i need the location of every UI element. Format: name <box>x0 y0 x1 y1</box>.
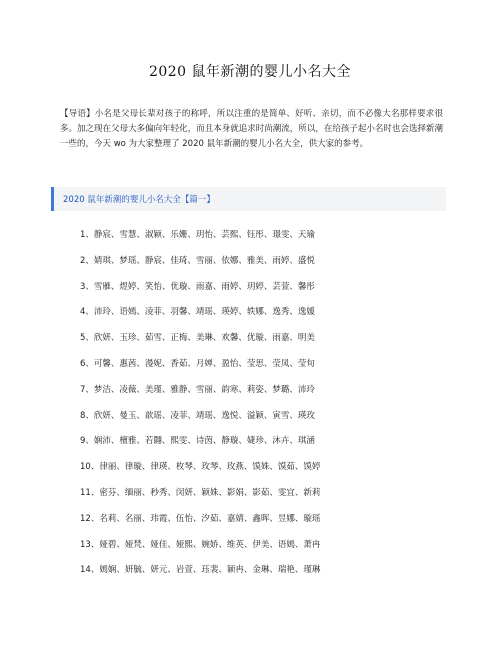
name-row: 7、梦洁、凌薇、美瑾、雅静、雪丽、韵寒、莉姿、梦璐、沛玲 <box>80 384 315 395</box>
name-row: 9、娴沛、檀雅、若翾、熙雯、诗茵、静璇、婕珍、沐卉、琪涵 <box>80 436 315 447</box>
name-row: 4、沛玲、语嫣、凌菲、羽馨、靖瑶、瑛婷、轶娜、逸秀、逸媛 <box>80 307 315 318</box>
name-row: 13、娅碧、娅梵、娅佳、娅熙、婉娇、维英、伊美、语嫣、萧冉 <box>80 539 321 550</box>
name-row: 12、名莉、名丽、玮霞、伍怡、汐茹、嘉婧、鑫晖、昱娜、璇瑶 <box>80 513 321 524</box>
name-row: 1、静宸、雪慧、淑颖、乐姗、玥怡、芸熙、钰彤、璟雯、天瑜 <box>80 230 315 240</box>
intro-paragraph: 【导语】小名是父母长辈对孩子的称呼，所以注重的是简单、好听、亲切，而不必像大名那样要求很多。加之现在父母大多偏向年轻化，而且本身就追求时尚潮流，所以，在给孩子起小名时也会选择新潮一些的，今天 wo 为大家整理了 2020 鼠年新潮的婴儿小名大全，供大家的参考。 <box>60 109 443 149</box>
section-header <box>51 187 446 211</box>
name-list <box>80 228 460 589</box>
name-row: 5、欣妍、玉珍、茹雪、正梅、美琳、欢馨、优璇、雨嘉、明美 <box>80 333 315 344</box>
section-title: 2020 鼠年新潮的婴儿小名大全【篇一】 <box>63 195 215 205</box>
name-row: 8、欣妍、曼玉、歆瑶、凌菲、靖瑶、逸悦、溢颖、寅雪、瑛玫 <box>80 410 315 421</box>
document-title: 2020 鼠年新潮的婴儿小名大全 <box>148 64 352 80</box>
name-row: 3、雪雁、煜婷、笑怡、优璇、雨嘉、雨婷、玥婷、芸萱、馨彤 <box>80 281 315 292</box>
name-row: 11、密芬、缅丽、秒秀、闵妍、颖姝、影娟、影茹、雯宜、新莉 <box>80 487 321 498</box>
name-row: 6、可馨、惠茜、漫妮、香茹、月婵、盈怡、莹思、莹凤、莹旬 <box>80 358 315 369</box>
name-row: 14、嫣娴、妍毓、妍元、岩萱、珏裴、颖冉、金琳、瑞艳、瑾琳 <box>80 565 321 576</box>
name-row: 10、律丽、律璇、律瑛、枚琴、玫琴、玫燕、馍姝、馍茹、馍婷 <box>80 462 321 473</box>
name-row: 2、婧琪、梦瑶、静宸、佳琦、雪丽、依娜、雅美、雨婷、盛悦 <box>80 255 315 266</box>
